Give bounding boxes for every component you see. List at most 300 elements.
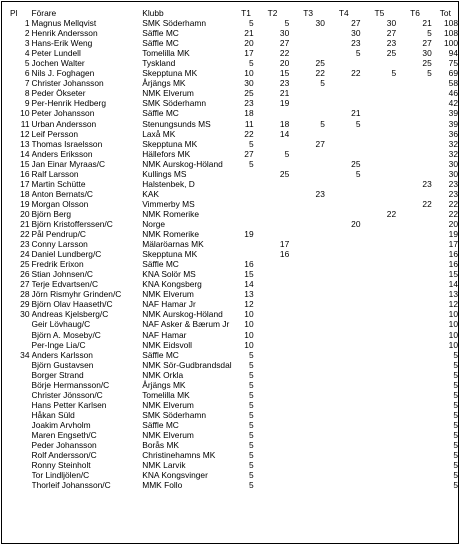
cell-t6 [396,159,432,169]
cell-club: Skepptuna MK [142,68,198,79]
cell-t2 [254,259,290,269]
cell-t2 [254,410,290,420]
cell-t1: 19 [244,229,254,240]
cell-tot: 23 [448,188,458,199]
cell-t5 [361,470,397,480]
cell-t6 [396,400,432,410]
header-t3: T3 [303,8,314,18]
cell-pl: 30 [20,309,30,320]
cell-t6 [396,108,432,118]
cell-t5 [361,279,397,289]
cell-pl [4,410,32,420]
cell-t1 [241,169,254,179]
cell-t2 [254,400,290,410]
cell-t6 [396,360,432,370]
cell-t1 [241,199,254,209]
cell-name: Håkan Süld [31,409,75,420]
cell-t4: 27 [351,18,361,29]
cell-tot: 108 [444,18,458,29]
cell-club: Säffle MC [142,419,179,430]
cell-t3 [289,209,325,219]
header-pl: Pl [10,8,18,18]
cell-name: Per-Inge Lia/C [31,339,86,350]
header-t5: T5 [374,8,385,18]
cell-pl: 24 [20,249,30,260]
cell-t4 [325,98,361,108]
table-row [4,340,458,350]
cell-t3: 30 [315,18,325,29]
cell-pl: 34 [20,349,30,360]
cell-pl: 8 [24,88,30,99]
cell-t3 [289,249,325,259]
cell-pl: 15 [20,158,30,169]
cell-t5 [361,350,397,360]
cell-t3 [289,450,325,460]
cell-t2: 19 [279,98,290,109]
cell-t1: 5 [248,18,254,29]
cell-t6 [396,149,432,159]
cell-t4 [325,370,361,380]
cell-club: NMK Elverum [142,289,194,300]
cell-t4 [325,78,361,88]
table-row [4,350,458,360]
cell-tot: 42 [448,98,458,109]
cell-t2: 17 [279,239,290,250]
cell-club: NMK Romerike [142,229,200,240]
cell-t4 [325,269,361,279]
cell-t6: 22 [422,198,432,209]
cell-tot: 16 [448,249,458,260]
cell-t2 [254,330,290,340]
cell-name: Borger Strand [31,369,84,380]
cell-t3 [289,108,325,118]
cell-t4 [325,58,361,68]
cell-t6 [396,249,432,259]
cell-t6 [396,289,432,299]
cell-tot: 30 [448,158,458,169]
cell-t4 [325,289,361,299]
cell-t2 [254,390,290,400]
cell-tot: 10 [448,319,458,330]
cell-name: Björn A. Moseby/C [31,329,101,340]
cell-club: KNA Kongsvinger [142,470,208,481]
cell-t2 [254,420,290,430]
cell-t2 [254,139,290,149]
cell-club: Vimmerby MS [142,198,195,209]
cell-t6 [396,370,432,380]
cell-t3 [289,319,325,329]
cell-name: Björn Gustavsen [31,359,94,370]
cell-t2: 18 [279,118,290,129]
cell-name: Björn Kristofferssen/C [31,218,113,229]
cell-t2: 20 [279,58,290,69]
cell-t3 [289,400,325,410]
cell-club: Laxå MK [142,128,176,139]
cell-tot: 23 [448,178,458,189]
cell-t4 [325,209,361,219]
cell-tot: 5 [453,470,458,481]
cell-pl: 12 [20,128,30,139]
cell-club: Mälaröarnas MK [142,239,204,250]
cell-t6 [396,129,432,139]
cell-t3 [289,380,325,390]
header-t1: T1 [241,8,251,18]
cell-club: Årjängs MK [142,78,186,89]
cell-t5 [361,380,397,390]
cell-t6 [396,78,432,88]
table-row [4,199,458,209]
cell-name: Christer Johansson [31,78,104,89]
cell-tot: 5 [453,359,458,370]
cell-t5 [361,129,397,139]
table-row [4,78,458,88]
cell-t6 [396,420,432,430]
cell-t3 [289,420,325,430]
cell-t2 [254,108,290,118]
cell-pl: 23 [20,239,30,250]
cell-t6 [396,189,432,199]
cell-t2: 14 [279,128,290,139]
cell-t2 [254,450,290,460]
cell-tot: 5 [453,480,458,491]
cell-t3: 5 [320,78,325,89]
cell-tot: 16 [448,259,458,270]
cell-t3 [289,460,325,470]
cell-club: Säffle MC [142,259,179,270]
cell-t5 [361,269,397,279]
cell-t2 [254,269,290,279]
cell-t4 [325,400,361,410]
cell-t1: 22 [244,128,254,139]
cell-t3 [289,28,325,38]
cell-t2 [254,470,290,480]
cell-t3 [289,470,325,480]
cell-t4 [325,460,361,470]
cell-pl: 27 [20,279,30,290]
cell-t1: 5 [248,470,254,481]
cell-club: NMK Aurskog-Höland [142,158,223,169]
table-row [4,279,458,289]
cell-name: Daniel Lundberg/C [31,249,102,260]
cell-t6 [396,340,432,350]
cell-club: SMK Söderhamn [142,409,207,420]
cell-name: Jörn Rismyhr Grinden/C [31,289,122,300]
cell-club: NMK Larvik [142,460,186,471]
cell-t4 [325,179,361,189]
cell-tot: 17 [448,239,458,250]
cell-t3 [289,410,325,420]
table-row [4,309,458,319]
cell-t5 [361,88,397,98]
cell-t3 [289,340,325,350]
cell-t6 [396,470,432,480]
cell-name: Fredrik Erixon [31,259,84,270]
table-row [4,219,458,229]
cell-name: Björn Berg [31,208,72,219]
cell-club: KAK [142,188,159,199]
cell-t6 [396,169,432,179]
cell-t1: 5 [248,399,254,410]
cell-t5 [361,249,397,259]
cell-t2: 5 [284,148,290,159]
cell-pl [4,360,32,370]
cell-t6 [396,390,432,400]
cell-tot: 14 [448,279,458,290]
cell-club: Norge [142,218,166,229]
cell-t2: 23 [279,78,290,89]
cell-t2: 22 [279,48,290,59]
cell-club: MMK Follo [142,480,183,491]
cell-tot: 39 [448,118,458,129]
table-row [4,480,458,490]
cell-t1: 5 [248,429,254,440]
cell-t5: 23 [386,38,397,49]
cell-name: Hans-Erik Weng [31,38,93,49]
cell-club: SMK Söderhamn [142,18,207,29]
cell-t2 [254,340,290,350]
cell-pl [4,330,32,340]
cell-club: NMK Sör-Gudbrandsdal [142,359,232,370]
header-name: Förare [31,8,57,18]
cell-t6 [396,440,432,450]
cell-t4: 20 [351,218,361,229]
cell-t6 [396,219,432,229]
cell-name: Joakim Arvholm [31,419,91,430]
cell-club: Borås MK [142,440,180,451]
cell-t1: 5 [248,138,254,149]
cell-t4 [325,199,361,209]
cell-club: Christinehamns MK [142,450,216,461]
cell-t2 [254,430,290,440]
cell-t2 [254,209,290,219]
cell-tot: 13 [448,289,458,300]
cell-pl [4,390,32,400]
cell-t5 [361,189,397,199]
cell-t1: 5 [248,58,254,69]
cell-tot: 5 [453,399,458,410]
header-club: Klubb [142,8,164,18]
cell-t5: 22 [386,208,397,219]
cell-club: NAF Asker & Bærum Jr [142,319,230,330]
cell-t5 [361,420,397,430]
cell-tot: 5 [453,429,458,440]
cell-name: Rolf Andersson/C [31,450,97,461]
cell-t6 [396,460,432,470]
cell-t1: 11 [244,118,254,129]
cell-t2 [254,199,290,209]
cell-pl: 6 [24,68,30,79]
cell-t1: 5 [248,389,254,400]
table-row [4,179,458,189]
cell-name: Henrik Andersson [31,28,98,39]
cell-t5 [361,98,397,108]
cell-t4 [325,309,361,319]
table-row [4,299,458,309]
cell-t3: 22 [315,68,325,79]
cell-t5: 5 [391,68,397,79]
cell-t4 [325,430,361,440]
cell-pl: 28 [20,289,30,300]
cell-tot: 5 [453,419,458,430]
table-row [4,68,458,78]
cell-tot: 30 [448,168,458,179]
table-row [4,380,458,390]
table-row [4,390,458,400]
table-row [4,360,458,370]
table-row [4,269,458,279]
cell-t2 [254,319,290,329]
cell-club: NMK Aurskog-Höland [142,309,223,320]
cell-tot: 5 [453,389,458,400]
cell-pl [4,420,32,430]
cell-t2 [254,219,290,229]
cell-pl: 13 [20,138,30,149]
table-row [4,410,458,420]
cell-t5 [361,309,397,319]
cell-t3 [289,279,325,289]
cell-pl: 10 [20,108,30,119]
cell-t4 [325,239,361,249]
cell-pl: 22 [20,229,30,240]
cell-t4 [325,88,361,98]
table-row [4,88,458,98]
cell-name: Per-Henrik Hedberg [31,98,106,109]
cell-club: Hällefors MK [142,148,191,159]
cell-t6: 27 [422,38,432,49]
header-row [4,8,458,18]
cell-tot: 5 [453,349,458,360]
table-row [4,119,458,129]
cell-pl [4,400,32,410]
cell-name: Pål Pendrup/C [31,229,86,240]
cell-t3 [289,370,325,380]
cell-t6 [396,330,432,340]
cell-t4 [325,279,361,289]
table-row [4,149,458,159]
cell-t4 [325,360,361,370]
cell-tot: 5 [453,379,458,390]
cell-t4: 22 [351,68,361,79]
cell-t5 [361,159,397,169]
cell-t2 [254,440,290,450]
cell-t1: 17 [244,48,254,59]
table-row [4,259,458,269]
cell-name: Jan Einar Myraas/C [31,158,106,169]
cell-t2 [254,370,290,380]
cell-t2 [254,360,290,370]
cell-pl [4,319,32,329]
cell-t2 [254,229,290,239]
cell-club: NAF Hamar [142,329,187,340]
results-body [4,18,458,490]
cell-t4 [325,319,361,329]
cell-t3 [289,480,325,490]
cell-t5 [361,169,397,179]
cell-club: NAF Hamar Jr [142,299,196,310]
cell-club: KNA Kongsberg [142,279,202,290]
cell-t3 [289,88,325,98]
cell-t3 [289,239,325,249]
table-row [4,470,458,480]
cell-tot: 5 [453,460,458,471]
cell-t4 [325,330,361,340]
cell-name: Stian Johnsen/C [31,269,93,280]
cell-name: Morgan Olsson [31,198,89,209]
cell-name: Hans Petter Karlsen [31,399,107,410]
cell-t4 [325,259,361,269]
table-row [4,420,458,430]
cell-pl: 3 [24,38,30,49]
cell-t1: 15 [244,269,254,280]
cell-t2 [254,299,290,309]
cell-tot: 32 [448,148,458,159]
cell-name: Andreas Kjelsberg/C [31,309,109,320]
cell-t4 [325,189,361,199]
cell-name: Conny Larsson [31,239,88,250]
cell-t3 [289,219,325,229]
cell-t2 [254,380,290,390]
cell-t1 [241,219,254,229]
cell-t6 [396,259,432,269]
cell-pl: 11 [20,118,30,129]
cell-t4 [325,149,361,159]
cell-tot: 94 [448,48,458,59]
cell-name: Tor Lindljölen/C [31,470,90,481]
cell-t6 [396,269,432,279]
cell-name: Anders Karlsson [31,349,93,360]
cell-pl: 16 [20,168,30,179]
cell-t1: 14 [244,279,254,290]
cell-t5 [361,370,397,380]
cell-t5 [361,119,397,129]
cell-t5 [361,149,397,159]
cell-name: Maren Engseth/C [31,429,97,440]
cell-t2 [254,309,290,319]
cell-t4: 5 [355,48,361,59]
cell-pl: 18 [20,188,30,199]
cell-t5 [361,299,397,309]
cell-t1 [241,189,254,199]
cell-tot: 12 [448,299,458,310]
cell-t5 [361,199,397,209]
cell-club: Säffle MC [142,38,179,49]
cell-t4 [325,129,361,139]
cell-t5 [361,330,397,340]
cell-t6 [396,229,432,239]
cell-t5: 25 [386,48,397,59]
header-t6: T6 [410,8,420,18]
table-row [4,209,458,219]
header-t4: T4 [338,8,349,18]
cell-t2: 16 [279,249,290,260]
cell-t2: 27 [279,38,290,49]
cell-t4 [325,410,361,420]
cell-t2 [254,350,290,360]
cell-tot: 69 [448,68,458,79]
cell-name: Börje Hermansson/C [31,379,110,390]
table-row [4,400,458,410]
cell-t3 [289,199,325,209]
cell-t4 [325,340,361,350]
table-row [4,189,458,199]
cell-t5 [361,319,397,329]
cell-t3 [289,98,325,108]
table-row [4,440,458,450]
cell-t5 [361,360,397,370]
cell-pl: 14 [20,148,30,159]
cell-t6 [396,239,432,249]
cell-t4 [325,380,361,390]
